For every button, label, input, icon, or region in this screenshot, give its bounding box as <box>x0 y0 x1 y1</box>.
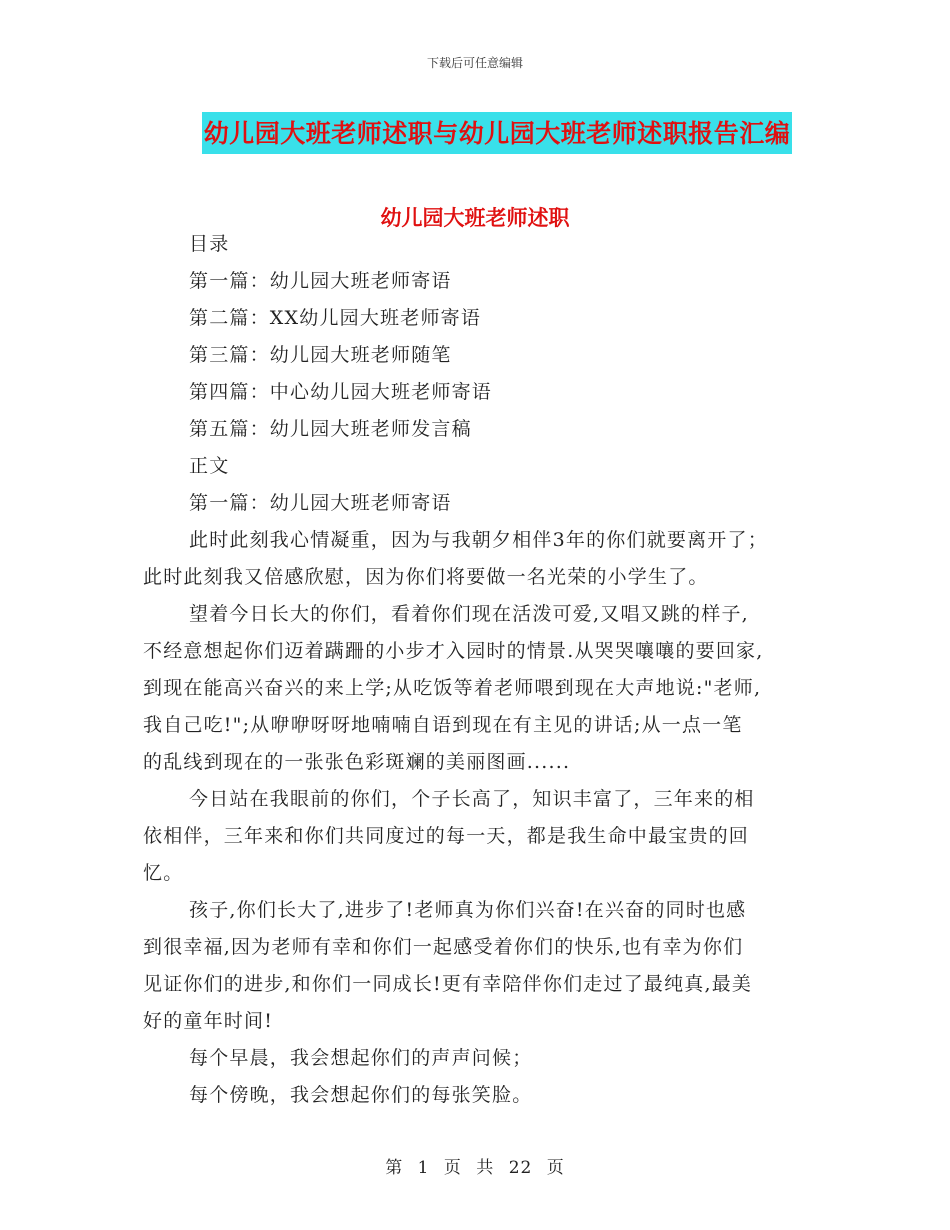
text-line: 正文 <box>189 455 230 477</box>
text-line: 第一篇：幼儿园大班老师寄语 <box>189 492 452 514</box>
text-line: 今日站在我眼前的你们，个子长高了，知识丰富了，三年来的相 <box>189 788 755 810</box>
text-line: 第五篇：幼儿园大班老师发言稿 <box>189 418 472 440</box>
footer-suffix: 页 <box>546 1158 565 1178</box>
text-line: 孩子,你们长大了,进步了!老师真为你们兴奋!在兴奋的同时也感 <box>189 899 747 921</box>
text-line: 此时此刻我心情凝重，因为与我朝夕相伴3年的你们就要离开了； <box>189 529 768 551</box>
text-line: 好的童年时间! <box>143 1010 274 1032</box>
doc-title-wrap <box>0 112 950 154</box>
text-line: 依相伴，三年来和你们共同度过的每一天，都是我生命中最宝贵的回 <box>143 825 750 847</box>
footer-prefix: 第 <box>385 1158 404 1178</box>
text-line: 此时此刻我又倍感欣慰，因为你们将要做一名光荣的小学生了。 <box>143 566 709 588</box>
header-note: 下载后可任意编辑 <box>426 56 523 70</box>
footer-mid: 页 <box>443 1158 462 1178</box>
footer-total-pages: 22 <box>508 1158 533 1178</box>
footer-page-number: 1 <box>417 1158 430 1178</box>
text-line: 的乱线到现在的一张张色彩斑斓的美丽图画...... <box>143 751 571 773</box>
text-line: 每个傍晚，我会想起你们的每张笑脸。 <box>189 1084 533 1106</box>
footer-total-prefix: 共 <box>476 1158 495 1178</box>
page-footer <box>0 1153 950 1178</box>
text-line: 第一篇：幼儿园大班老师寄语 <box>189 270 452 292</box>
text-line: 见证你们的进步,和你们一同成长!更有幸陪伴你们走过了最纯真,最美 <box>143 973 753 995</box>
text-line: 我自己吃!";从咿咿呀呀地喃喃自语到现在有主见的讲话;从一点一笔 <box>143 714 743 736</box>
text-line: 目录 <box>189 233 230 255</box>
document-body <box>143 226 813 1114</box>
text-line: 第二篇：XX幼儿园大班老师寄语 <box>189 307 482 329</box>
text-line: 不经意想起你们迈着蹒跚的小步才入园时的情景.从哭哭嚷嚷的要回家, <box>143 640 764 662</box>
text-line: 望着今日长大的你们，看着你们现在活泼可爱,又唱又跳的样子, <box>189 603 749 625</box>
text-line: 每个早晨，我会想起你们的声声问候； <box>189 1047 533 1069</box>
text-line: 第四篇：中心幼儿园大班老师寄语 <box>189 381 493 403</box>
text-line: 第三篇：幼儿园大班老师随笔 <box>189 344 452 366</box>
doc-title: 幼儿园大班老师述职与幼儿园大班老师述职报告汇编 <box>202 112 793 154</box>
section-title: 幼儿园大班老师述职 <box>380 206 570 230</box>
text-line: 到很幸福,因为老师有幸和你们一起感受着你们的快乐,也有幸为你们 <box>143 936 744 958</box>
text-line: 忆。 <box>143 862 184 884</box>
text-line: 到现在能高兴奋兴的来上学;从吃饭等着老师喂到现在大声地说:"老师, <box>143 677 762 699</box>
